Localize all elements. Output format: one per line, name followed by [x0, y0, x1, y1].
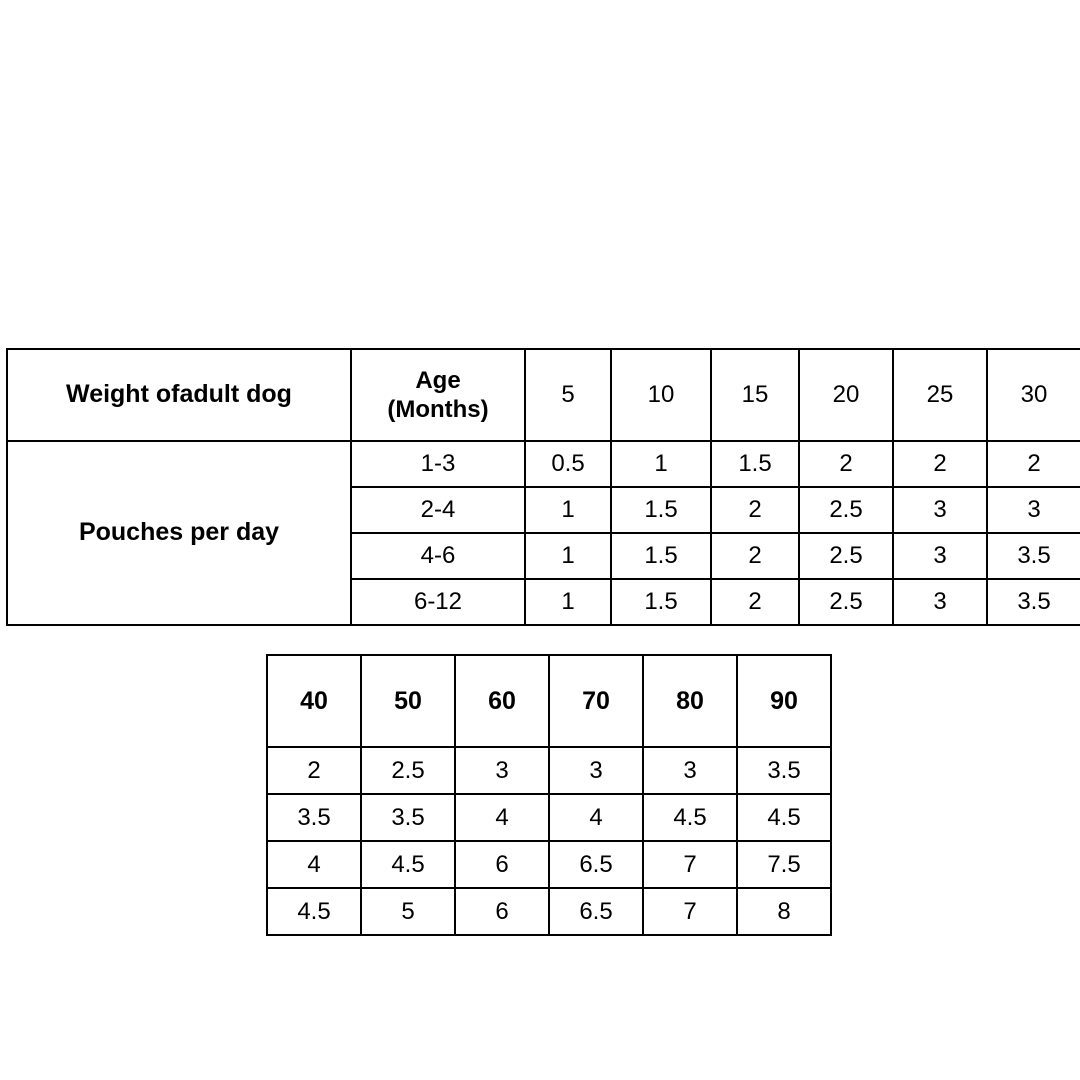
header-weight-40: 40: [267, 655, 361, 747]
table-row: [267, 794, 831, 841]
cell-age-range: 6-12: [351, 579, 525, 625]
cell-value: 3: [455, 747, 549, 794]
cell-value: 1: [525, 533, 611, 579]
cell-value: 4: [267, 841, 361, 888]
cell-value: 1.5: [611, 533, 711, 579]
header-weight-15: 15: [711, 349, 799, 441]
cell-age-range: 2-4: [351, 487, 525, 533]
header-weight-25: 25: [893, 349, 987, 441]
header-weight-of-adult-dog: Weight ofadult dog: [7, 349, 351, 441]
cell-value: 7: [643, 841, 737, 888]
cell-value: 1: [525, 579, 611, 625]
cell-value: 5: [361, 888, 455, 935]
header-weight-70: 70: [549, 655, 643, 747]
cell-value: 3: [643, 747, 737, 794]
header-age-months: [351, 349, 525, 441]
feeding-guide-table-top: [6, 348, 1080, 626]
table-row: [267, 888, 831, 935]
cell-value: 2: [711, 579, 799, 625]
cell-age-range: 1-3: [351, 441, 525, 487]
cell-value: 2.5: [361, 747, 455, 794]
cell-value: 7.5: [737, 841, 831, 888]
cell-value: 3: [893, 487, 987, 533]
cell-value: 3: [987, 487, 1080, 533]
cell-value: 4.5: [737, 794, 831, 841]
cell-age-range: 4-6: [351, 533, 525, 579]
cell-value: 2.5: [799, 487, 893, 533]
header-weight-10: 10: [611, 349, 711, 441]
cell-value: 2.5: [799, 533, 893, 579]
cell-value: 2: [711, 487, 799, 533]
cell-value: 7: [643, 888, 737, 935]
header-weight-20: 20: [799, 349, 893, 441]
cell-value: 1: [611, 441, 711, 487]
cell-value: 3.5: [267, 794, 361, 841]
cell-value: 2: [987, 441, 1080, 487]
header-age-line1: Age: [415, 366, 461, 394]
cell-value: 3: [893, 579, 987, 625]
cell-value: 4: [455, 794, 549, 841]
cell-value: 4: [549, 794, 643, 841]
cell-value: 3: [893, 533, 987, 579]
cell-value: 2.5: [799, 579, 893, 625]
table-row: [267, 841, 831, 888]
cell-value: 1.5: [711, 441, 799, 487]
cell-value: 2: [711, 533, 799, 579]
cell-value: 3.5: [361, 794, 455, 841]
header-weight-50: 50: [361, 655, 455, 747]
row-label-pouches-per-day: Pouches per day: [7, 441, 351, 625]
cell-value: 6: [455, 888, 549, 935]
cell-value: 4.5: [643, 794, 737, 841]
cell-value: 3.5: [987, 579, 1080, 625]
header-weight-60: 60: [455, 655, 549, 747]
cell-value: 1.5: [611, 487, 711, 533]
feeding-guide-table-bottom-wrapper: [266, 654, 832, 936]
table-row-header: [7, 349, 1080, 441]
cell-value: 8: [737, 888, 831, 935]
cell-value: 6: [455, 841, 549, 888]
cell-value: 0.5: [525, 441, 611, 487]
feeding-guide-table-top-wrapper: [6, 348, 1080, 626]
cell-value: 2: [267, 747, 361, 794]
table-row: [7, 441, 1080, 487]
table-row-header: [267, 655, 831, 747]
header-weight-30: 30: [987, 349, 1080, 441]
table-row: [267, 747, 831, 794]
cell-value: 2: [799, 441, 893, 487]
cell-value: 6.5: [549, 841, 643, 888]
cell-value: 1: [525, 487, 611, 533]
cell-value: 3: [549, 747, 643, 794]
header-weight-80: 80: [643, 655, 737, 747]
cell-value: 4.5: [267, 888, 361, 935]
header-weight-5: 5: [525, 349, 611, 441]
cell-value: 4.5: [361, 841, 455, 888]
cell-value: 3.5: [987, 533, 1080, 579]
header-weight-90: 90: [737, 655, 831, 747]
cell-value: 1.5: [611, 579, 711, 625]
header-age-line2: (Months): [387, 396, 489, 423]
cell-value: 3.5: [737, 747, 831, 794]
feeding-guide-table-bottom: [266, 654, 832, 936]
cell-value: 6.5: [549, 888, 643, 935]
cell-value: 2: [893, 441, 987, 487]
